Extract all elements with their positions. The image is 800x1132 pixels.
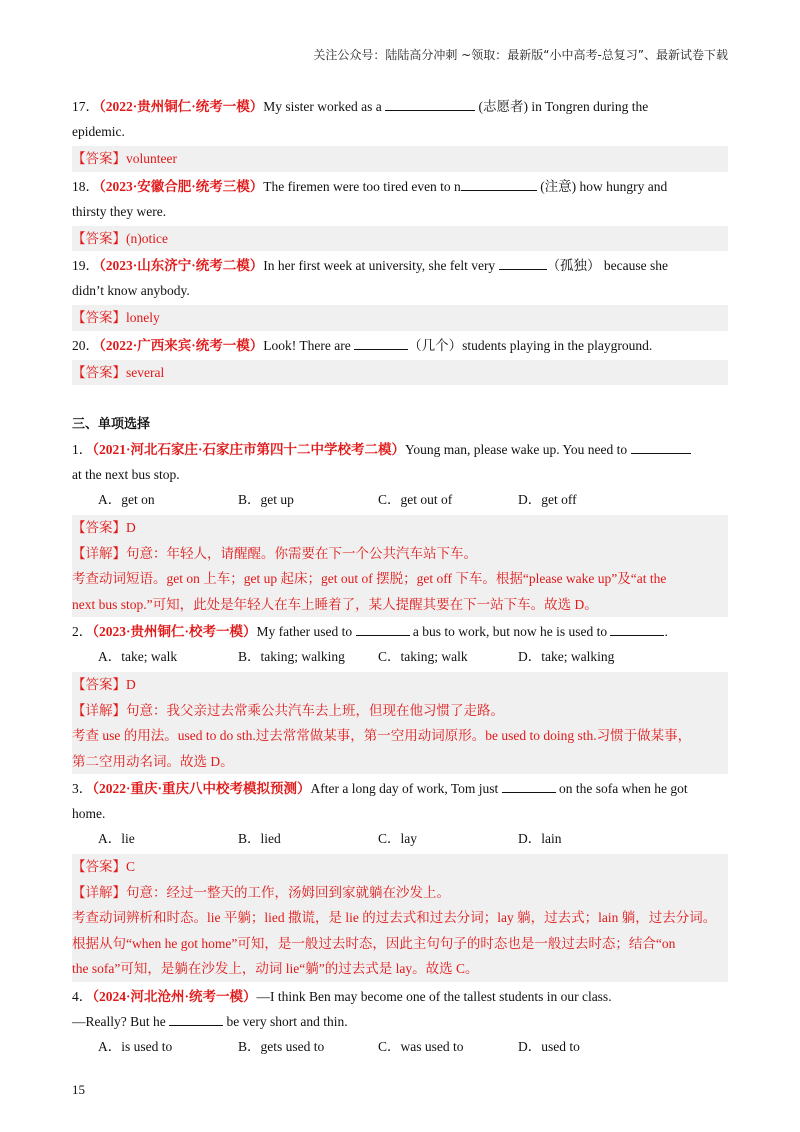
question-text: Young man, please wake up. You need to [405, 442, 631, 457]
answer-box [72, 672, 728, 774]
question-source: （2024·河北沧州·统考一模） [92, 988, 257, 1004]
answer-label: 【答案】 [72, 520, 126, 535]
detail-text: next bus stop.”可知，此处是年轻人在车上睡着了，某人提醒其要在下一站下车。故选 D。 [72, 596, 598, 612]
mc-question-3 [72, 776, 728, 982]
question-text: （几个）students playing in the playground. [408, 337, 653, 353]
answer-label: 【答案】 [72, 230, 126, 246]
question-line: home. [72, 806, 106, 821]
option-a[interactable]: A．take; walk [98, 649, 178, 664]
question-number: 18． [72, 178, 99, 194]
answer-blank [631, 440, 691, 454]
question-line [72, 437, 728, 462]
answer-blank [610, 622, 664, 636]
answer-label: 【答案】 [72, 151, 126, 166]
option-d[interactable]: D．used to [518, 1038, 580, 1054]
question-source: （2023·贵州铜仁·校考一模） [92, 624, 257, 639]
question-line [72, 619, 728, 644]
detail-text: 句意：年轻人，请醒醒。你需要在下一个公共汽车站下车。 [126, 545, 477, 561]
answer-blank [356, 622, 410, 636]
options-row [72, 1034, 728, 1060]
answer-text: D [126, 520, 136, 535]
question-number: 17． [72, 99, 99, 114]
answer-label: 【答案】 [72, 677, 126, 692]
question-line [72, 776, 728, 801]
option-c[interactable]: C．was used to [378, 1038, 464, 1054]
option-c[interactable]: C．lay [378, 831, 417, 846]
answer-blank [499, 256, 547, 270]
option-d[interactable]: D．take; walking [518, 649, 615, 664]
answer-box [72, 226, 728, 252]
detail-label: 【详解】 [72, 884, 126, 900]
question-text: on the sofa when he got [555, 781, 688, 796]
question-line [72, 94, 728, 119]
detail-label: 【详解】 [72, 545, 126, 561]
answer-text: volunteer [126, 151, 177, 166]
question-text: Look! There are [263, 337, 355, 353]
question-source: （2022·广西来宾·统考一模） [99, 337, 264, 353]
options-row [72, 644, 728, 670]
answer-text: C [126, 859, 136, 874]
answer-box [72, 305, 728, 331]
answer-label: 【答案】 [72, 364, 126, 380]
detail-text: 句意：我父亲过去常乘公共汽车去上班，但现在他习惯了走路。 [126, 702, 504, 718]
question-text: be very short and thin. [223, 1013, 348, 1029]
question-source: （2023·山东济宁·统考二模） [99, 258, 264, 273]
question-line: epidemic. [72, 124, 125, 139]
option-b[interactable]: B．lied [238, 831, 281, 846]
question-number: 20． [72, 337, 99, 353]
options-row [72, 487, 728, 513]
question-text: —Really? But he [72, 1013, 170, 1029]
detail-text: 考查动词辨析和时态。lie 平躺；lied 撒谎，是 lie 的过去式和过去分词；lay 躺，过去式；lain 躺，过去分词。 [72, 910, 717, 925]
question-line [72, 984, 728, 1009]
detail-label: 【详解】 [72, 702, 126, 718]
page-number: 15 [72, 1082, 85, 1097]
question-text: After a long day of work, Tom just [310, 781, 502, 796]
detail-text: 根据从句“when he got home”可知，是一般过去时态，因此主句句子的时态也是一般过去时态；结合“on [72, 935, 676, 951]
question-text: (志愿者) in Tongren during the [475, 99, 649, 114]
page-header: 关注公众号：陆陆高分冲刺 ~领取：最新版“小中高考-总复习”、最新试卷下载 [313, 48, 728, 62]
answer-blank [502, 779, 556, 793]
fill-question-20 [72, 333, 728, 386]
option-b[interactable]: B．taking; walking [238, 649, 345, 664]
question-number: 4． [72, 988, 93, 1004]
option-a[interactable]: A．lie [98, 831, 135, 846]
detail-text: the sofa”可知，是躺在沙发上，动词 lie“躺”的过去式是 lay。故选 C。 [72, 961, 479, 976]
detail-text: 考查动词短语。get on 上车；get up 起床；get out of 摆脱；get off 下车。根据“please wake up”及“at the [72, 571, 667, 586]
answer-blank [461, 177, 537, 191]
answer-text: D [126, 677, 136, 692]
question-line [72, 174, 728, 199]
question-number: 1． [72, 442, 93, 457]
answer-blank [385, 97, 475, 111]
question-text: (注意) how hungry and [536, 178, 668, 194]
option-c[interactable]: C．taking; walk [378, 649, 468, 664]
question-text: —I think Ben may become one of the tallest students in our class. [256, 988, 612, 1004]
answer-label: 【答案】 [72, 310, 126, 325]
detail-text: 考查 use 的用法。used to do sth.过去常常做某事，第一空用动词原形。be used to doing sth.习惯于做某事， [72, 728, 692, 743]
question-text: （孤独） because she [546, 258, 669, 273]
page-content [72, 94, 728, 1060]
question-source: （2022·贵州铜仁·统考一模） [99, 99, 264, 114]
option-c[interactable]: C．get out of [378, 492, 453, 507]
mc-question-4 [72, 984, 728, 1060]
question-line [72, 333, 728, 358]
answer-box [72, 854, 728, 982]
mc-question-2 [72, 619, 728, 774]
answer-box [72, 515, 728, 617]
option-a[interactable]: A．is used to [98, 1038, 173, 1054]
answer-label: 【答案】 [72, 859, 126, 874]
question-text: My father used to [256, 624, 356, 639]
option-d[interactable]: D．lain [518, 831, 562, 846]
detail-text: 第二空用动名词。故选 D。 [72, 753, 234, 769]
section-title: 三、单项选择 [72, 417, 151, 432]
question-text: The firemen were too tired even to n [263, 178, 461, 194]
options-row [72, 826, 728, 852]
answer-blank [169, 1012, 223, 1026]
mc-question-1 [72, 437, 728, 617]
question-line: didn’t know anybody. [72, 283, 190, 298]
fill-question-17 [72, 94, 728, 172]
question-source: （2022·重庆·重庆八中校考模拟预测） [92, 781, 311, 796]
option-d[interactable]: D．get off [518, 492, 577, 507]
question-number: 3． [72, 781, 93, 796]
answer-text: several [126, 364, 165, 380]
answer-blank [354, 336, 408, 350]
question-line [72, 253, 728, 278]
fill-question-19 [72, 253, 728, 331]
question-source: （2021·河北石家庄·石家庄市第四十二中学校考二模） [92, 442, 406, 457]
question-source: （2023·安徽合肥·统考三模） [99, 178, 264, 194]
answer-box [72, 146, 728, 172]
question-text: In her first week at university, she felt very [263, 258, 499, 273]
question-text: a bus to work, but now he is used to [409, 624, 611, 639]
option-b[interactable]: B．gets used to [238, 1038, 325, 1054]
question-line: at the next bus stop. [72, 467, 180, 482]
question-line [72, 1009, 728, 1034]
question-line: thirsty they were. [72, 203, 167, 219]
question-number: 19． [72, 258, 99, 273]
fill-question-18 [72, 174, 728, 252]
answer-box [72, 360, 728, 386]
answer-text: lonely [126, 310, 160, 325]
option-a[interactable]: A．get on [98, 492, 155, 507]
option-b[interactable]: B．get up [238, 492, 294, 507]
question-text: . [664, 624, 668, 639]
question-text: My sister worked as a [263, 99, 386, 114]
answer-text: (n)otice [126, 230, 168, 246]
question-number: 2． [72, 624, 93, 639]
detail-text: 句意：经过一整天的工作，汤姆回到家就躺在沙发上。 [126, 884, 450, 900]
